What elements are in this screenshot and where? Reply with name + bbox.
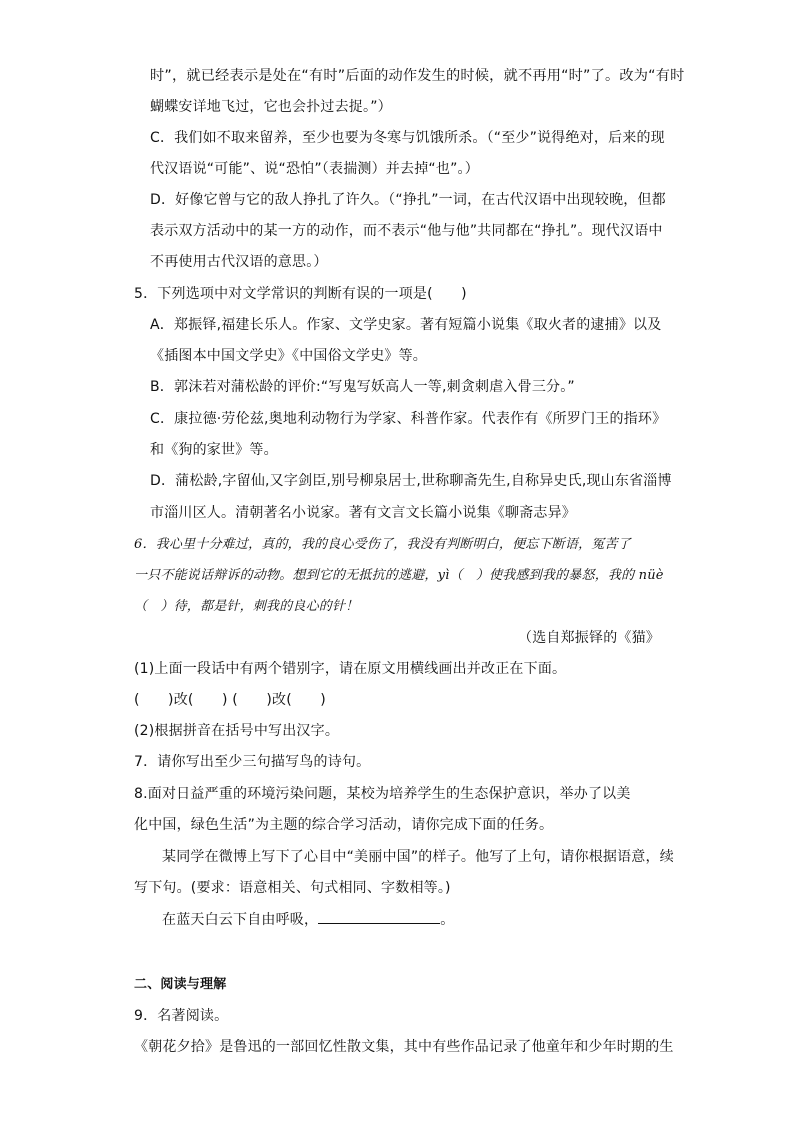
- q5-option-c-line-2: 和《狗的家世》等。: [150, 442, 278, 458]
- question-6-passage-line-1: 6．我心里十分难过，真的，我的良心受伤了，我没有判断明白，便忘下断语，冤苦了: [134, 537, 631, 552]
- question-8-task-line-1: 某同学在微博上写下了心目中“美丽中国”的样子。他写了上句，请你根据语意，续: [162, 849, 674, 865]
- question-9: 9．名著阅读。: [134, 1008, 229, 1024]
- answer-end-mark: 。: [440, 912, 455, 928]
- upper-sentence: 在蓝天白云下自由呼吸，: [162, 912, 319, 928]
- option-d-line-1: D．好像它曾与它的敌人挣扎了许久。（“挣扎”一词，在古代汉语中出现较晚，但都: [150, 192, 666, 208]
- question-8-task-line-2: 写下句。(要求：语意相关、句式相同、字数相等。): [134, 880, 451, 896]
- option-c-line-2: 代汉语说“可能”、说“恐怕”（表揣测）并去掉“也”。）: [150, 161, 479, 177]
- q5-option-d-line-2: 市淄川区人。清朝著名小说家。著有文言文长篇小说集《聊斋志异》: [150, 505, 576, 521]
- q5-option-a-line-1: A．郑振铎,福建长乐人。作家、文学史家。著有短篇小说集《取火者的逮捕》以及: [150, 317, 662, 333]
- section-heading: 二、阅读与理解: [134, 977, 227, 992]
- question-8-answer-line: [162, 909, 454, 930]
- option-c-line-1: C．我们如不取来留养，至少也要为冬寒与饥饿所杀。（“至少”说得绝对，后来的现: [150, 130, 665, 146]
- option-d-line-3: 不再使用古代汉语的意思。）: [150, 254, 328, 270]
- option-d-line-2: 表示双方活动中的某一方的动作，而不表示“他与他”共同都在“挣扎”。现代汉语中: [150, 223, 663, 239]
- q6-sub-2: (2)根据拼音在括号中写出汉字。: [134, 723, 340, 739]
- q6-sub-1-answer-blanks: ( )改( ) ( )改( ): [134, 692, 326, 708]
- answer-blank[interactable]: [318, 909, 440, 924]
- option-b-note-line-2: 蝴蝶安详地飞过，它也会扑过去捉。”）: [150, 99, 392, 115]
- passage-source: （选自郑振铎的《猫》: [518, 630, 660, 646]
- option-b-note-line-1: 时”，就已经表示是处在“有时”后面的动作发生的时候，就不再用“时”了。改为“有时: [150, 68, 685, 84]
- q6-sub-1: (1)上面一段话中有两个错别字，请在原文用横线画出并改正在下面。: [134, 661, 567, 677]
- question-8-line-2: 化中国，绿色生活”为主题的综合学习活动，请你完成下面的任务。: [134, 817, 554, 833]
- q5-option-b: B．郭沫若对蒲松龄的评价:“写鬼写妖高人一等,刺贪刺虐入骨三分。”: [150, 379, 575, 395]
- q5-option-c-line-1: C．康拉德·劳伦兹,奥地利动物行为学家、科普作家。代表作有《所罗门王的指环》: [150, 411, 667, 427]
- q5-option-d-line-1: D．蒲松龄,字留仙,又字剑臣,别号柳泉居士,世称聊斋先生,自称异史氏,现山东省淄博: [150, 473, 672, 489]
- question-8-line-1: 8.面对日益严重的环境污染问题，某校为培养学生的生态保护意识，举办了以美: [134, 786, 631, 802]
- question-6-passage-line-3: （ ）待，都是针，刺我的良心的针！: [134, 599, 359, 614]
- question-9-passage-line-1: 《朝花夕拾》是鲁迅的一部回忆性散文集，其中有些作品记录了他童年和少年时期的生: [134, 1039, 674, 1055]
- question-6-passage-line-2: 一只不能说话辩诉的动物。想到它的无抵抗的逃避，yì（ ）使我感到我的暴怒，我的 nüè: [134, 568, 664, 583]
- question-5-stem: 5．下列选项中对文学常识的判断有误的一项是( ): [134, 286, 467, 302]
- q5-option-a-line-2: 《插图本中国文学史》《中国俗文学史》等。: [150, 348, 427, 364]
- question-7: 7．请你写出至少三句描写鸟的诗句。: [134, 754, 371, 770]
